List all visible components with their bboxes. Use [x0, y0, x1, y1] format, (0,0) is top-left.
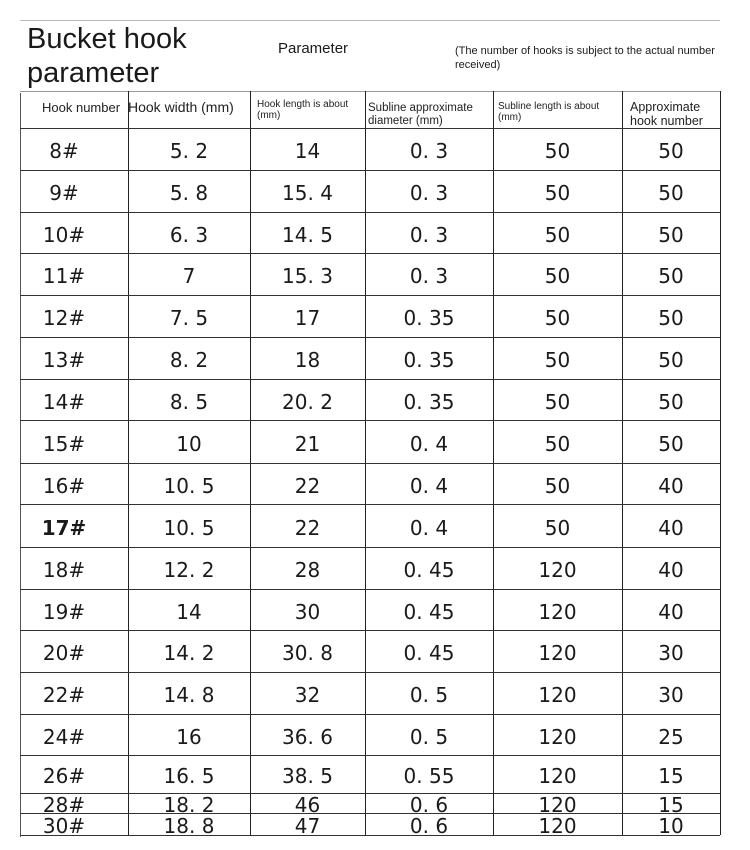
table-cell: 120 [538, 641, 577, 665]
hook-number-cell: 14# [42, 389, 86, 414]
table-cell: 0. 45 [403, 599, 455, 624]
table-cell: 0. 4 [409, 515, 449, 540]
hook-number-cell: 30# [42, 814, 86, 838]
top-border [20, 20, 720, 21]
table-cell: 0. 35 [403, 306, 455, 330]
table-cell: 10 [176, 431, 202, 456]
table-cell: 120 [538, 599, 577, 624]
table-cell: 15 [658, 793, 684, 817]
table-cell: 21 [294, 431, 321, 456]
table-cell: 46 [294, 793, 321, 817]
row-divider [20, 463, 720, 464]
column-header: Subline approximate diameter (mm) [368, 102, 473, 127]
column-header: Subline length is about (mm) [498, 101, 600, 123]
table-cell: 6. 3 [169, 222, 209, 247]
table-cell: 12. 2 [163, 558, 215, 582]
table-cell: 0. 4 [409, 431, 449, 456]
table-cell: 47 [294, 814, 321, 838]
table-cell: 10. 5 [163, 473, 215, 498]
hook-number-cell: 17# [41, 515, 87, 540]
table-cell: 5. 2 [169, 139, 209, 163]
row-divider [20, 672, 720, 673]
table-cell: 18. 2 [163, 793, 215, 817]
hook-number-cell: 20# [42, 641, 86, 665]
table-cell: 10. 5 [163, 515, 215, 540]
table-cell: 50 [658, 306, 684, 330]
row-divider [20, 547, 720, 548]
table-cell: 50 [544, 264, 571, 288]
table-cell: 120 [538, 764, 577, 788]
row-divider [20, 170, 720, 171]
column-header: Hook width (mm) [128, 99, 234, 115]
table-cell: 15. 4 [282, 181, 333, 205]
table-cell: 38. 5 [282, 764, 333, 788]
table-cell: 0. 3 [409, 139, 449, 163]
table-cell: 20. 2 [282, 389, 333, 414]
hook-number-cell: 9# [49, 181, 79, 205]
row-divider [20, 589, 720, 590]
table-cell: 7. 5 [169, 306, 209, 330]
table-cell: 30 [294, 599, 321, 624]
table-cell: 40 [658, 515, 684, 540]
table-cell: 50 [544, 431, 571, 456]
row-divider [20, 337, 720, 338]
table-cell: 50 [544, 139, 571, 163]
table-cell: 120 [538, 814, 577, 838]
table-cell: 22 [294, 515, 321, 540]
hook-number-cell: 15# [42, 431, 86, 456]
table-cell: 40 [658, 599, 684, 624]
table-cell: 120 [538, 558, 577, 582]
table-cell: 0. 3 [409, 264, 449, 288]
quantity-note: (The number of hooks is subject to the actual number received) [455, 45, 715, 71]
table-cell: 22 [294, 473, 321, 498]
table-cell: 50 [544, 222, 571, 247]
row-divider [20, 253, 720, 254]
header-divider [20, 91, 721, 92]
table-cell: 36. 6 [282, 724, 333, 749]
table-cell: 50 [658, 431, 684, 456]
table-cell: 0. 55 [403, 764, 455, 788]
table-cell: 16 [176, 724, 202, 749]
table-cell: 50 [544, 389, 571, 414]
table-cell: 0. 35 [403, 389, 455, 414]
table-cell: 30. 8 [282, 641, 333, 665]
table-cell: 15. 3 [282, 264, 333, 288]
parameter-label: Parameter [278, 40, 349, 57]
hook-number-cell: 26# [42, 764, 86, 788]
table-cell: 50 [544, 473, 571, 498]
row-divider [20, 212, 720, 213]
table-cell: 7 [182, 264, 196, 288]
hook-number-cell: 8# [49, 139, 79, 163]
row-divider [20, 295, 720, 296]
table-cell: 30 [658, 641, 684, 665]
table-cell: 50 [658, 389, 684, 414]
table-cell: 14 [176, 599, 202, 624]
row-divider [20, 504, 720, 505]
table-cell: 40 [658, 558, 684, 582]
table-cell: 28 [294, 558, 321, 582]
table-cell: 0. 35 [403, 348, 455, 372]
table-cell: 15 [658, 764, 684, 788]
table-cell: 50 [544, 306, 571, 330]
row-divider [20, 128, 720, 129]
table-cell: 17 [294, 306, 321, 330]
page-title-text: Bucket hook parameter [27, 23, 187, 89]
table-cell: 0. 6 [409, 814, 449, 838]
table-cell: 18 [294, 348, 321, 372]
table-cell: 8. 5 [169, 389, 209, 414]
table-cell: 120 [538, 683, 577, 707]
column-header: Approximate hook number [630, 100, 703, 128]
row-divider [20, 420, 720, 421]
column-divider [20, 93, 21, 837]
table-cell: 0. 5 [409, 724, 449, 749]
table-cell: 120 [538, 793, 577, 817]
table-cell: 14 [294, 139, 321, 163]
table-cell: 50 [658, 181, 684, 205]
table-cell: 120 [538, 724, 577, 749]
hook-number-cell: 22# [42, 683, 86, 707]
table-cell: 8. 2 [169, 348, 209, 372]
column-divider [720, 91, 721, 835]
table-cell: 50 [658, 348, 684, 372]
table-cell: 0. 6 [409, 793, 449, 817]
table-cell: 14. 8 [163, 683, 215, 707]
table-cell: 50 [544, 348, 571, 372]
table-cell: 50 [544, 181, 571, 205]
table-cell: 5. 8 [169, 181, 209, 205]
hook-number-cell: 28# [42, 793, 86, 817]
table-cell: 50 [658, 139, 684, 163]
hook-number-cell: 10# [42, 222, 86, 247]
table-cell: 0. 5 [409, 683, 449, 707]
table-cell: 0. 45 [403, 558, 455, 582]
row-divider [20, 630, 720, 631]
hook-number-cell: 13# [42, 348, 86, 372]
table-cell: 18. 8 [163, 814, 215, 838]
table-cell: 0. 3 [409, 222, 449, 247]
hook-number-cell: 18# [42, 558, 86, 582]
row-divider [20, 714, 720, 715]
table-cell: 32 [294, 683, 321, 707]
hook-number-cell: 16# [42, 473, 86, 498]
column-header: Hook number [42, 100, 121, 115]
table-cell: 14. 2 [163, 641, 215, 665]
hook-number-cell: 12# [42, 306, 86, 330]
table-cell: 50 [544, 515, 571, 540]
table-cell: 25 [658, 724, 684, 749]
table-cell: 50 [658, 264, 684, 288]
table-cell: 40 [658, 473, 684, 498]
table-cell: 16. 5 [163, 764, 215, 788]
table-cell: 30 [658, 683, 684, 707]
table-cell: 14. 5 [282, 222, 333, 247]
hook-number-cell: 19# [42, 599, 86, 624]
table-cell: 10 [658, 814, 684, 838]
page-title [27, 22, 227, 90]
hook-number-cell: 24# [42, 724, 86, 749]
table-cell: 0. 3 [409, 181, 449, 205]
hook-number-cell: 11# [42, 264, 86, 288]
table-cell: 0. 4 [409, 473, 449, 498]
row-divider [20, 755, 720, 756]
column-header: Hook length is about (mm) [257, 99, 349, 121]
table-cell: 0. 45 [403, 641, 455, 665]
row-divider [20, 379, 720, 380]
table-cell: 50 [658, 222, 684, 247]
